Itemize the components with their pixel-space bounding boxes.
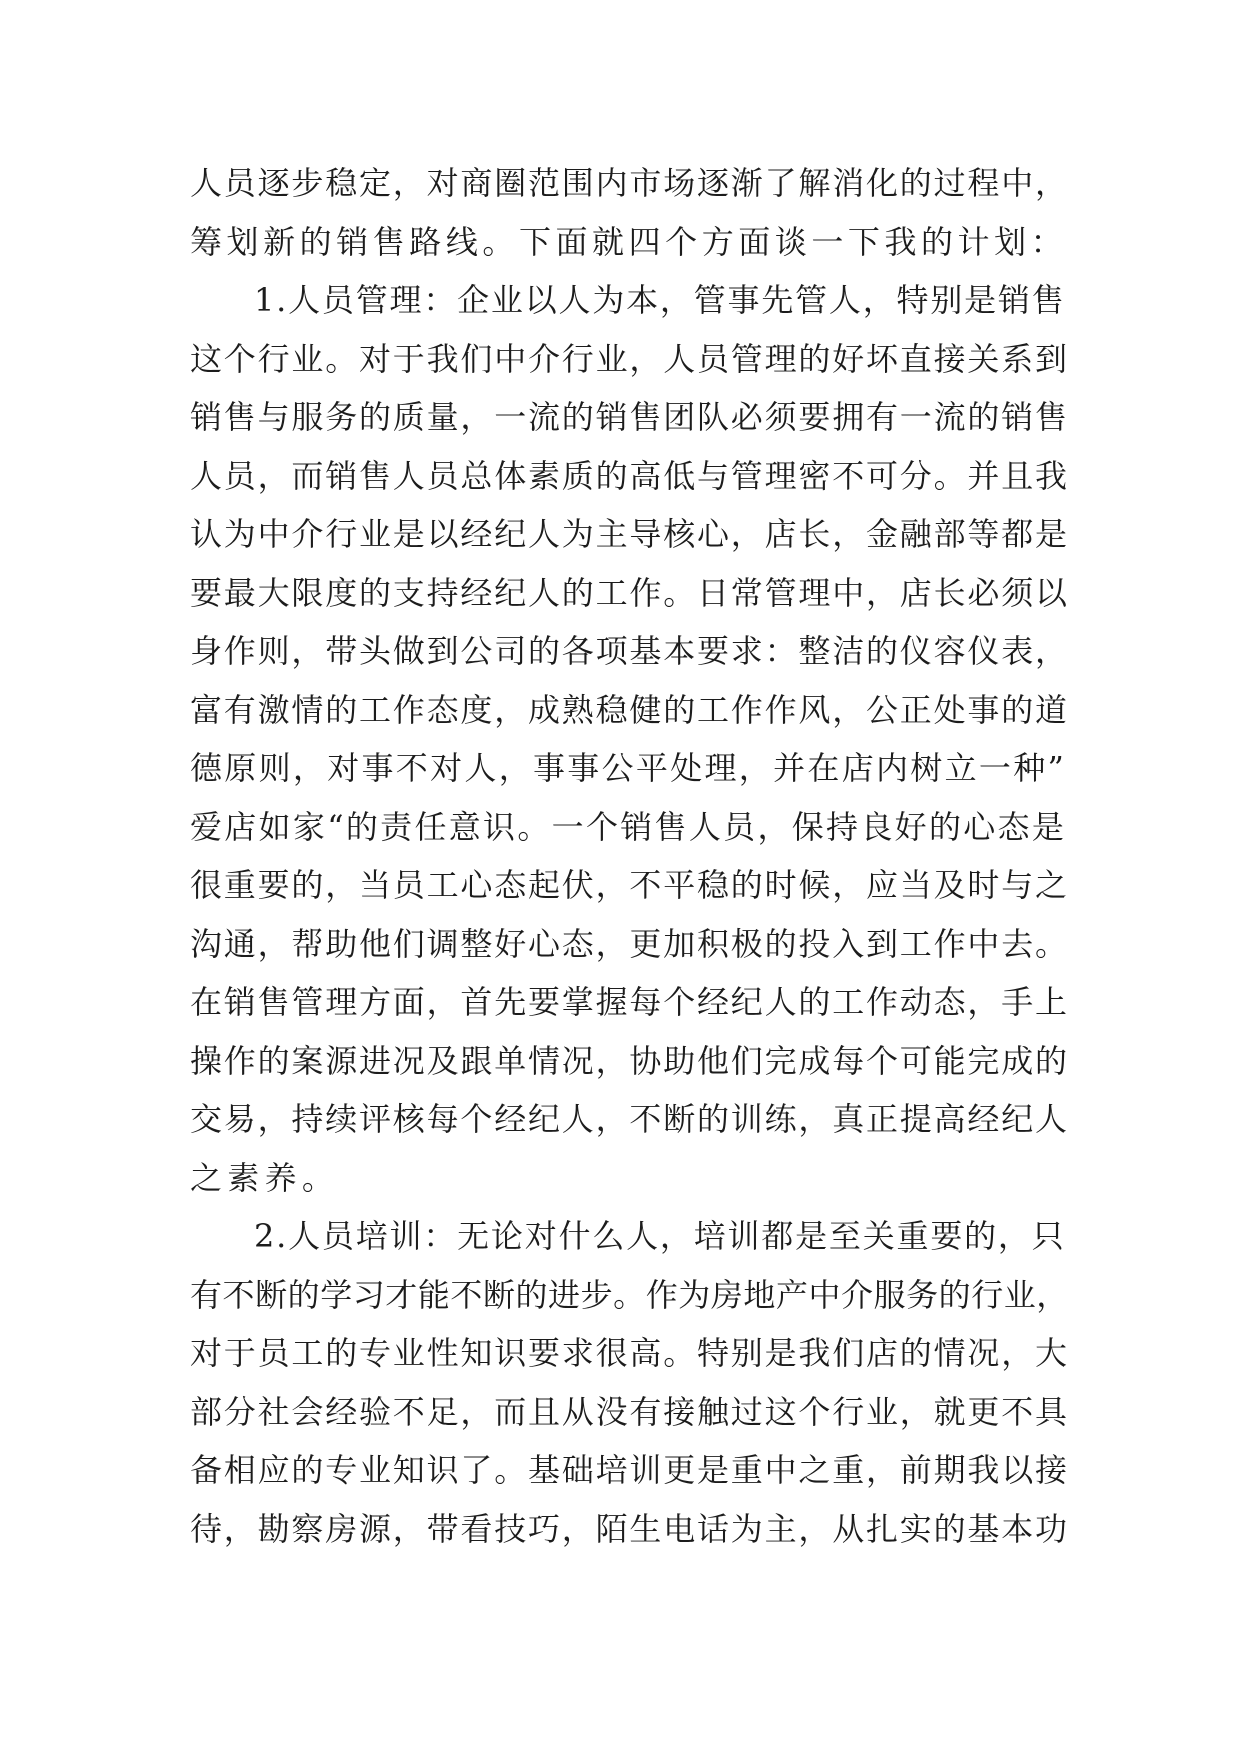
text-line: 很重要的，当员工心态起伏，不平稳的时候，应当及时与之 (190, 866, 1069, 904)
text-line: 这个行业。对于我们中介行业，人员管理的好坏直接关系到 (190, 339, 1069, 378)
text-line: 沟通，帮助他们调整好心态，更加积极的投入到工作中去。 (190, 924, 1069, 963)
text-line: 销售与服务的质量，一流的销售团队必须要拥有一流的销售 (190, 398, 1069, 436)
paragraph-start-line: 1.人员管理：企业以人为本，管事先管人，特别是销售 (254, 281, 1066, 319)
text-line: 要最大限度的支持经纪人的工作。日常管理中，店长必须以 (190, 573, 1069, 612)
text-line: 对于员工的专业性知识要求很高。特别是我们店的情况，大 (190, 1334, 1069, 1372)
text-line: 有不断的学习才能不断的进步。作为房地产中介服务的行业， (190, 1275, 1069, 1314)
text-line: 交易，持续评核每个经纪人，不断的训练，真正提高经纪人 (190, 1100, 1069, 1138)
paragraph-start-line: 2.人员培训：无论对什么人，培训都是至关重要的，只 (254, 1217, 1066, 1255)
text-line: 之素养。 (190, 1158, 340, 1197)
text-line: 认为中介行业是以经纪人为主导核心，店长，金融部等都是 (190, 515, 1069, 553)
text-line: 筹划新的销售路线。下面就四个方面谈一下我的计划： (190, 222, 1068, 261)
body-text (190, 154, 1070, 1558)
text-line: 身作则，带头做到公司的各项基本要求：整洁的仪容仪表， (190, 632, 1069, 670)
text-line: 备相应的专业知识了。基础培训更是重中之重，前期我以接 (190, 1451, 1069, 1489)
text-line: 德原则，对事不对人，事事公平处理，并在店内树立一种” (190, 749, 1067, 787)
text-line: 富有激情的工作态度，成熟稳健的工作作风，公正处事的道 (190, 690, 1069, 729)
text-line: 部分社会经验不足，而且从没有接触过这个行业，就更不具 (190, 1392, 1069, 1431)
text-line: 人员逐步稳定，对商圈范围内市场逐渐了解消化的过程中， (190, 164, 1069, 202)
text-line: 在销售管理方面，首先要掌握每个经纪人的工作动态，手上 (190, 983, 1069, 1021)
text-line: 人员，而销售人员总体素质的高低与管理密不可分。并且我 (190, 456, 1069, 495)
text-line: 待，勘察房源，带看技巧，陌生电话为主，从扎实的基本功 (190, 1509, 1069, 1548)
text-line: 操作的案源进况及跟单情况，协助他们完成每个可能完成的 (190, 1041, 1069, 1080)
text-line: 爱店如家“的责任意识。一个销售人员，保持良好的心态是 (190, 807, 1067, 846)
